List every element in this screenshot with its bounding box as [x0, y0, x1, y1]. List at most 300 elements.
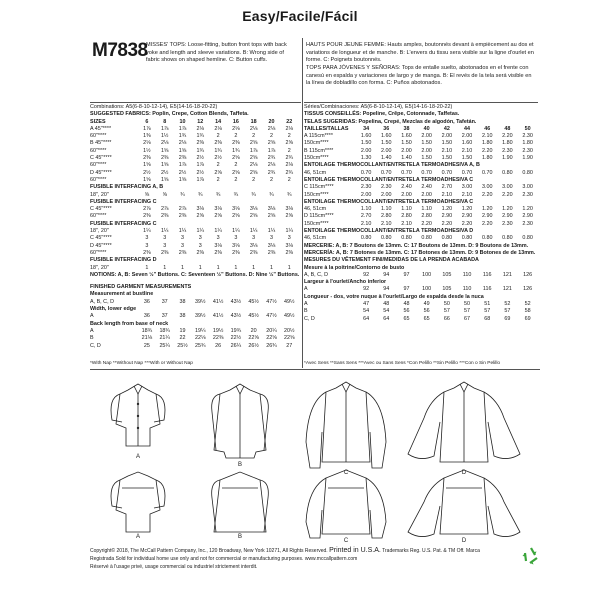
- row-label: 18", 20": [90, 228, 109, 235]
- table-cell: 68: [484, 315, 491, 322]
- table-cell: 2⅜: [285, 249, 294, 256]
- table-cell: 2⅝: [232, 169, 240, 176]
- table-cell: 110: [462, 286, 472, 293]
- section-heading: FUSIBLE INTERFACING A, B: [90, 184, 164, 191]
- notions: NOTIONS: A, B: Seven ½" Buttons. C: Seventeen ½" Buttons. D: Nine ½" Buttons.: [90, 271, 300, 278]
- table-cell: 57: [464, 308, 471, 315]
- table-cell: 2.20: [481, 220, 493, 227]
- divider: [304, 102, 538, 103]
- table-cell: 1: [234, 264, 238, 271]
- table-cell: 1.50: [421, 140, 432, 147]
- table-cell: 12: [197, 118, 204, 125]
- table-cell: 50: [464, 301, 471, 308]
- view-c-front-drawing: [306, 382, 386, 468]
- table-cell: 6: [145, 118, 149, 125]
- table-cell: 52: [524, 301, 531, 308]
- row-label: A: [90, 313, 94, 320]
- table-cell: 3⅛: [267, 206, 276, 213]
- view-b-front-drawing: [212, 384, 269, 458]
- table-cell: 0.70: [360, 169, 372, 176]
- table-cell: 92: [363, 271, 370, 278]
- row-label: 46, 51cm: [304, 169, 327, 176]
- table-cell: 1.30: [360, 155, 372, 162]
- page-title: Easy/Facile/Fácil: [242, 8, 358, 24]
- table-cell: 3: [198, 235, 202, 242]
- table-cell: 2.90: [481, 213, 493, 220]
- metric-yardage-chart: [304, 104, 540, 323]
- table-cell: ¾: [180, 191, 185, 198]
- combinations: Séries/Combinaciones: A5(6-8-10-12-14), E5(14-16-18-20-22): [304, 104, 453, 110]
- section-heading: FUSIBLE INTERFACING C: [90, 220, 157, 227]
- table-cell: 40: [423, 125, 430, 132]
- table-cell: 3.00: [481, 184, 493, 191]
- table-cell: 2½: [160, 169, 169, 176]
- table-cell: 1.50: [461, 155, 473, 162]
- description-en: MISSES' TOPS: Loose-fitting, button front tops with back yoke and length and sleeve variations. B: Wrong side of fabric shows on shaped hemline. C: Button cuffs.: [146, 42, 287, 64]
- table-row: [304, 213, 540, 220]
- table-cell: 1.10: [421, 206, 432, 213]
- table-cell: 3.00: [502, 184, 513, 191]
- table-row: [304, 148, 540, 155]
- table-cell: 2⅝: [285, 213, 294, 220]
- table-cell: 3⅛: [267, 242, 276, 249]
- table-cell: 3⅛: [232, 242, 240, 249]
- table-cell: 2⅜: [178, 249, 187, 256]
- table-cell: 2.90: [502, 213, 513, 220]
- table-row: [304, 140, 540, 147]
- table-cell: 100: [422, 286, 432, 293]
- pattern-number: M7838: [92, 40, 148, 61]
- table-row: [90, 328, 300, 335]
- table-cell: 22⅛: [195, 335, 206, 342]
- table-cell: 1¼: [160, 228, 169, 235]
- table-cell: 105: [442, 271, 452, 278]
- table-cell: 2⅛: [143, 140, 151, 147]
- table-cell: 2⅜: [196, 140, 205, 147]
- table-cell: 2.20: [502, 191, 513, 198]
- table-cell: 1: [198, 264, 202, 271]
- table-row: [90, 235, 300, 242]
- table-row: [90, 313, 300, 320]
- table-cell: 1⅝: [160, 147, 169, 154]
- table-row: [90, 133, 300, 140]
- section-heading: ENTOILAGE THERMOCOLLANT/ENTRETELA TERMOADHESIVA C: [304, 198, 474, 205]
- table-cell: 2⅝: [232, 155, 240, 162]
- table-cell: 0.80: [360, 235, 372, 242]
- table-cell: 2⅛: [249, 125, 258, 132]
- suggested-fabrics: TELAS SUGERIDAS: Popelina, Crepé, Mezclas de algodón, Tafetán.: [304, 118, 477, 125]
- table-cell: 48: [383, 301, 390, 308]
- table-cell: 2.10: [381, 220, 392, 227]
- row-label: 60"****: [90, 133, 107, 140]
- notions: MERCERIE: A, B: 7 Boutons de 13mm. C: 17 Boutons de 13mm. D: 9 Boutons de 13mm.: [304, 242, 529, 249]
- view-label: C: [343, 470, 349, 476]
- table-cell: 1⅝: [178, 147, 187, 154]
- table-cell: 2: [216, 176, 220, 183]
- table-cell: 3: [180, 235, 184, 242]
- table-row: [304, 192, 540, 199]
- table-cell: 42: [443, 125, 450, 132]
- table-cell: 1½: [143, 147, 151, 154]
- view-a-front-drawing: [111, 384, 165, 446]
- table-cell: 0.70: [401, 169, 412, 176]
- table-cell: ⅝: [144, 191, 150, 198]
- table-row: [90, 126, 300, 133]
- table-row: [90, 243, 300, 250]
- view-label: B: [237, 462, 242, 468]
- table-cell: 110: [462, 271, 472, 278]
- table-cell: 1.50: [401, 140, 412, 147]
- table-cell: 1.20: [481, 206, 493, 213]
- table-cell: 54: [363, 308, 370, 315]
- table-cell: 2.70: [360, 213, 372, 220]
- row-label: D 45"****: [90, 169, 112, 176]
- table-cell: 57: [443, 308, 450, 315]
- table-row: [90, 148, 300, 155]
- table-row: [90, 299, 300, 306]
- table-row: [90, 250, 300, 257]
- table-cell: 19½: [212, 327, 224, 334]
- table-row: [304, 184, 540, 191]
- table-cell: 0.80: [522, 169, 533, 176]
- table-cell: 1.60: [401, 133, 412, 140]
- table-cell: 2.00: [421, 191, 432, 198]
- footer-line-1: Copyright© 2018, The McCall Pattern Company, Inc., 120 Broadway, New York 10271, All Rights Reserved. Printed in U.S.A. Trademarks Reg. U.S. Pat. & TM Off. Marca: [90, 547, 480, 554]
- table-cell: 2: [234, 162, 238, 169]
- table-cell: 2.00: [360, 191, 372, 198]
- table-cell: 2: [287, 176, 291, 183]
- row-label: C 115cm****: [304, 184, 334, 191]
- table-cell: 1: [180, 264, 184, 271]
- table-cell: 69: [524, 315, 531, 322]
- copyright-footer: [90, 547, 510, 571]
- table-cell: 2⅛: [267, 125, 276, 132]
- table-cell: 2⅛: [285, 125, 294, 132]
- table-cell: 0.70: [381, 169, 392, 176]
- table-cell: ¾: [269, 191, 274, 198]
- table-cell: 105: [442, 286, 452, 293]
- row-label: SIZES: [90, 118, 106, 125]
- table-cell: 57: [504, 308, 511, 315]
- table-cell: 38: [403, 125, 410, 132]
- table-cell: 1⅝: [178, 176, 187, 183]
- table-cell: 1½: [160, 133, 169, 140]
- table-cell: 2⅝: [285, 140, 294, 147]
- table-cell: 43½: [230, 298, 242, 305]
- view-b-back-drawing: [212, 472, 269, 532]
- table-cell: 2.80: [381, 213, 392, 220]
- table-cell: 18¾: [159, 327, 170, 334]
- table-row: [304, 206, 540, 213]
- table-cell: 19¾: [230, 327, 242, 334]
- table-cell: 2.00: [401, 147, 412, 154]
- table-cell: 22: [179, 335, 186, 342]
- table-cell: 0.70: [421, 169, 432, 176]
- table-cell: 2¾: [285, 169, 294, 176]
- table-cell: 48: [504, 125, 511, 132]
- table-cell: ¾: [251, 191, 256, 198]
- row-label: 60"****: [90, 176, 107, 183]
- view-label: D: [461, 470, 467, 476]
- table-cell: 1¾: [178, 133, 187, 140]
- table-cell: 2⅛: [249, 162, 258, 169]
- english-yardage-chart: [90, 104, 300, 350]
- table-cell: 47½: [266, 298, 277, 305]
- table-cell: 0.70: [481, 169, 493, 176]
- table-cell: 47½: [266, 313, 277, 320]
- row-label: C 45"****: [90, 155, 112, 162]
- table-cell: 56: [423, 308, 430, 315]
- row-label: 18", 20": [90, 264, 109, 271]
- table-cell: 1⅝: [160, 162, 169, 169]
- view-d-front-drawing: [408, 382, 520, 462]
- table-cell: 22⅝: [266, 335, 277, 342]
- table-cell: 1⅞: [178, 125, 187, 132]
- row-label: 60"****: [90, 213, 107, 220]
- table-row: [90, 177, 300, 184]
- table-cell: 2.10: [441, 191, 453, 198]
- table-cell: 2.90: [441, 213, 453, 220]
- table-cell: 0.80: [522, 235, 533, 242]
- table-cell: 36: [143, 313, 150, 320]
- table-cell: 0.80: [381, 235, 392, 242]
- section-heading: FUSIBLE INTERFACING C: [90, 198, 157, 205]
- table-row: [304, 316, 540, 323]
- table-cell: 2⅞: [178, 206, 187, 213]
- table-row: [90, 140, 300, 147]
- table-cell: 1⅝: [143, 176, 151, 183]
- table-cell: 1.80: [502, 140, 513, 147]
- table-cell: 2: [252, 176, 256, 183]
- row-label: A 115cm****: [304, 133, 333, 140]
- table-cell: 2⅜: [249, 249, 258, 256]
- table-cell: 36: [383, 125, 390, 132]
- table-cell: 2⅝: [249, 155, 258, 162]
- measure-label: Width, lower edge: [90, 306, 137, 313]
- table-cell: 2⅜: [214, 140, 222, 147]
- table-cell: 1: [287, 264, 291, 271]
- table-row: [90, 162, 300, 169]
- table-cell: 2⅜: [160, 213, 169, 220]
- table-cell: 97: [403, 286, 410, 293]
- table-cell: ¾: [215, 191, 221, 198]
- table-cell: 2⅛: [232, 125, 240, 132]
- table-cell: 1⅞: [196, 162, 205, 169]
- table-cell: 2.00: [461, 133, 473, 140]
- table-cell: 25¾: [195, 342, 206, 349]
- table-cell: 38: [179, 298, 186, 305]
- table-cell: 1.20: [461, 206, 473, 213]
- table-cell: 58: [524, 308, 531, 315]
- table-cell: 22⅜: [212, 335, 224, 342]
- table-cell: 2.10: [401, 220, 412, 227]
- row-label: 60"****: [90, 249, 107, 256]
- table-cell: 2.30: [502, 147, 513, 154]
- table-cell: 41½: [212, 298, 224, 305]
- table-cell: 1⅜: [143, 133, 151, 140]
- table-cell: 2.10: [441, 147, 453, 154]
- table-cell: 2.80: [401, 213, 412, 220]
- table-cell: 2⅜: [232, 140, 240, 147]
- row-label: A: [304, 301, 308, 308]
- row-label: 18", 20": [90, 191, 109, 198]
- table-cell: 116: [482, 286, 492, 293]
- suggested-fabrics: TISSUS CONSEILLÉS: Popeline, Crêpe, Cotonnade, Taffetas.: [304, 111, 460, 118]
- table-cell: 25: [143, 342, 150, 349]
- table-cell: 1.60: [461, 140, 473, 147]
- row-label: 150cm****: [304, 140, 329, 147]
- table-cell: 1¼: [143, 228, 151, 235]
- table-cell: 1.60: [360, 133, 372, 140]
- table-cell: 2⅛: [214, 125, 222, 132]
- table-cell: 50: [524, 125, 531, 132]
- row-label: 46, 51cm: [304, 206, 327, 213]
- table-cell: 2: [234, 176, 238, 183]
- table-cell: 37: [161, 313, 168, 320]
- table-cell: 67: [464, 315, 471, 322]
- table-cell: 37: [161, 298, 168, 305]
- table-cell: 1.80: [481, 140, 493, 147]
- table-cell: 2: [216, 162, 220, 169]
- table-cell: 1: [269, 264, 273, 271]
- table-cell: 1.50: [421, 155, 432, 162]
- table-cell: 3.00: [522, 184, 533, 191]
- row-label: B: [304, 308, 308, 315]
- table-row: [90, 228, 300, 235]
- table-row: [90, 170, 300, 177]
- table-cell: 2⅜: [178, 213, 187, 220]
- table-cell: 2: [252, 133, 256, 140]
- table-cell: 2⅞: [160, 206, 169, 213]
- table-cell: 20¼: [266, 327, 277, 334]
- table-cell: 46: [484, 125, 491, 132]
- table-cell: 19¼: [195, 327, 206, 334]
- table-cell: 2.70: [441, 184, 453, 191]
- table-cell: 2⅝: [267, 213, 276, 220]
- table-cell: 1.50: [441, 155, 453, 162]
- table-cell: 2¾: [267, 155, 276, 162]
- table-cell: 3: [234, 235, 238, 242]
- table-cell: 26¾: [266, 342, 277, 349]
- table-cell: 2: [269, 133, 273, 140]
- table-row: [304, 133, 540, 140]
- table-cell: 1¾: [196, 147, 205, 154]
- table-row: [304, 272, 540, 279]
- table-cell: 22½: [230, 335, 242, 342]
- table-cell: 2.90: [522, 213, 533, 220]
- table-cell: 121: [502, 271, 512, 278]
- table-cell: 19: [179, 327, 186, 334]
- table-cell: 14: [215, 118, 222, 125]
- table-cell: 21⅛: [141, 335, 153, 342]
- table-cell: 43½: [230, 313, 242, 320]
- table-cell: 3: [145, 242, 149, 249]
- table-cell: 1: [145, 264, 149, 271]
- table-cell: 2⅜: [143, 249, 151, 256]
- view-label: A: [135, 454, 140, 460]
- table-cell: 2⅛: [196, 125, 205, 132]
- section-heading: ENTOILAGE THERMOCOLLANT/ENTRETELA TERMOADHESIVA A, B: [304, 162, 480, 169]
- row-label: C 45"****: [90, 206, 112, 213]
- table-row: [90, 265, 300, 272]
- table-cell: 126: [523, 271, 533, 278]
- table-cell: 2.20: [441, 220, 453, 227]
- table-cell: 92: [363, 286, 370, 293]
- table-cell: 2.40: [421, 184, 432, 191]
- table-cell: 1.20: [522, 206, 533, 213]
- table-cell: 1¼: [267, 228, 276, 235]
- row-label: 150cm****: [304, 191, 329, 198]
- measure-label: Mesure à la poitrine/Contorno de busto: [304, 264, 405, 271]
- table-cell: 2.20: [481, 191, 493, 198]
- table-cell: 126: [523, 286, 533, 293]
- table-row: [304, 308, 540, 315]
- table-cell: 44: [464, 125, 471, 132]
- table-cell: 2½: [214, 155, 222, 162]
- table-cell: 2.30: [522, 191, 533, 198]
- table-cell: 20: [268, 118, 275, 125]
- table-cell: 2.20: [421, 220, 432, 227]
- size-header-row: [90, 119, 300, 126]
- table-cell: 65: [403, 315, 410, 322]
- table-cell: 2.20: [502, 133, 513, 140]
- table-cell: 2: [287, 147, 291, 154]
- table-cell: 49: [423, 301, 430, 308]
- table-cell: 1⅝: [143, 162, 151, 169]
- table-cell: 36: [143, 298, 150, 305]
- table-cell: 1¾: [232, 147, 240, 154]
- table-cell: 1¼: [232, 228, 240, 235]
- table-cell: 2⅝: [196, 213, 205, 220]
- table-row: [304, 221, 540, 228]
- table-cell: 2⅝: [214, 213, 222, 220]
- table-cell: 2⅜: [143, 155, 151, 162]
- table-cell: 2.30: [522, 220, 533, 227]
- table-cell: 34: [363, 125, 370, 132]
- table-cell: 20½: [284, 327, 295, 334]
- row-label: C 45"****: [90, 235, 112, 242]
- table-cell: 45½: [248, 313, 259, 320]
- table-cell: 2.00: [360, 147, 372, 154]
- row-label: B 45"****: [90, 140, 112, 147]
- view-d-back-drawing: [408, 470, 520, 537]
- table-row: [304, 286, 540, 293]
- table-cell: 2.30: [522, 147, 533, 154]
- section-heading: FUSIBLE INTERFACING D: [90, 257, 157, 264]
- table-cell: 1⅞: [249, 147, 258, 154]
- table-row: [90, 335, 300, 342]
- left-footnote: *With Nap **Without Nap ***With or Without Nap: [90, 361, 193, 366]
- table-cell: 2: [269, 176, 273, 183]
- section-heading: MESURES DU VÊTEMENT FINI/MEDIDAS DE LA PRENDA ACABADA: [304, 257, 479, 264]
- table-cell: 1.10: [401, 206, 412, 213]
- description-es: TOPS PARA JÓVENES Y SEÑORAS: Tops de entalle suelto, abotonados en el frente con canesú en espalda y variaciones de largo y de manga. B: El revés de la tela será visible en la línea de dobladillo con forma. C: Puños abotonados.: [306, 65, 532, 87]
- table-cell: 22⅝: [248, 335, 259, 342]
- table-cell: 3: [252, 235, 256, 242]
- table-cell: 69: [504, 315, 511, 322]
- table-cell: 1¾: [196, 133, 205, 140]
- table-cell: 2.10: [360, 220, 372, 227]
- right-footnote: *Avec Sens **Sans Sens ***Avec ou Sans Sens *Con Pelillo **Sin Pelillo ***Con o Sin Pelillo: [304, 361, 501, 366]
- table-cell: 26½: [248, 342, 259, 349]
- table-cell: 2⅛: [267, 162, 276, 169]
- table-cell: 1.40: [381, 155, 392, 162]
- table-cell: 2.00: [441, 133, 453, 140]
- suggested-fabrics: SUGGESTED FABRICS: Poplin, Crepe, Cotton Blends, Taffeta.: [90, 111, 249, 118]
- table-cell: 66: [443, 315, 450, 322]
- table-cell: 2⅜: [214, 249, 222, 256]
- table-cell: 49½: [284, 313, 295, 320]
